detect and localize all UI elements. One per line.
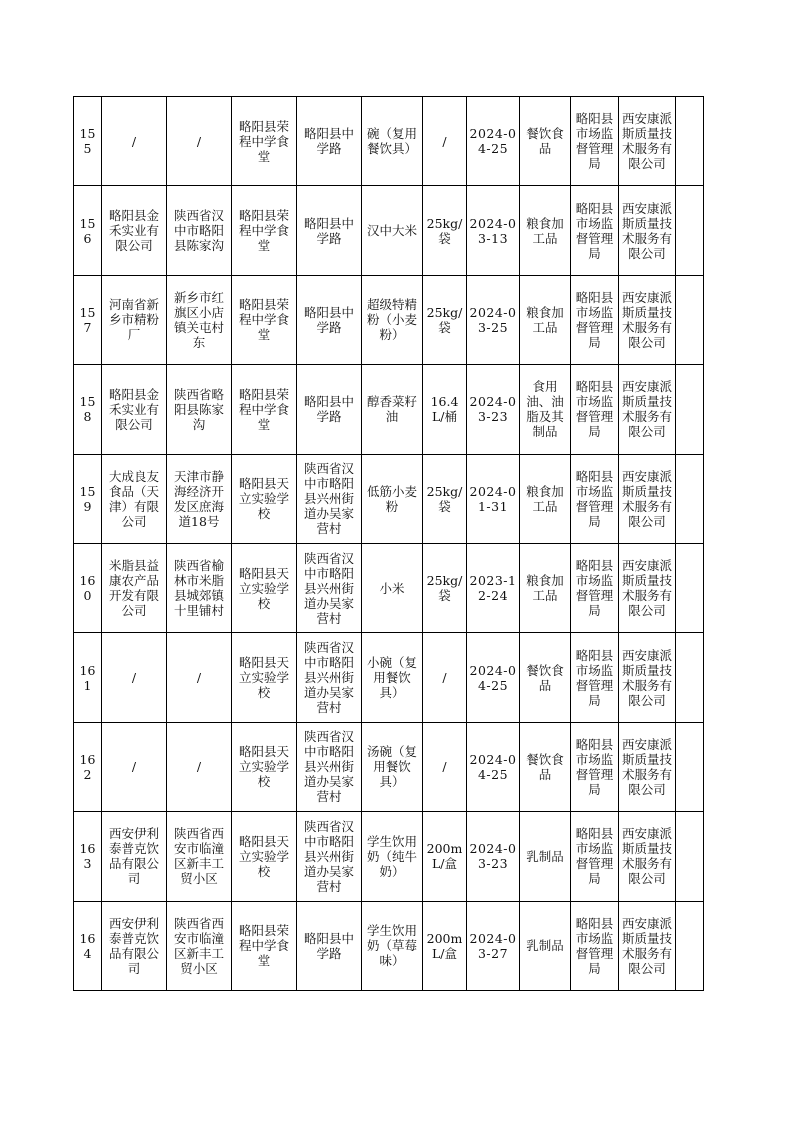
cell-production-date: 2024-04-25 — [467, 97, 520, 186]
cell-manufacturer: / — [102, 97, 167, 186]
table-row — [74, 901, 704, 990]
cell-food-category: 乳制品 — [520, 812, 571, 901]
cell-food-category: 粮食加工品 — [520, 275, 571, 364]
cell-serial-number: 164 — [74, 901, 102, 990]
cell-production-date: 2023-12-24 — [467, 543, 520, 632]
cell-sampled-location: 略阳县中学路 — [297, 901, 362, 990]
cell-sampled-unit: 略阳县荣程中学食堂 — [232, 275, 297, 364]
cell-production-date: 2024-01-31 — [467, 454, 520, 543]
cell-note — [676, 633, 704, 722]
table-row — [74, 275, 704, 364]
table-row — [74, 812, 704, 901]
table-row — [74, 186, 704, 275]
cell-serial-number: 159 — [74, 454, 102, 543]
cell-manufacturer-address: 陕西省西安市临潼区新丰工贸小区 — [167, 812, 232, 901]
cell-product-name: 小米 — [362, 543, 423, 632]
table-row — [74, 543, 704, 632]
table-row — [74, 633, 704, 722]
cell-product-name: 超级特精粉（小麦粉） — [362, 275, 423, 364]
cell-manufacturer: 略阳县金禾实业有限公司 — [102, 365, 167, 454]
cell-production-date: 2024-03-23 — [467, 365, 520, 454]
cell-testing-lab: 西安康派斯质量技术服务有限公司 — [619, 543, 676, 632]
cell-supervising-agency: 略阳县市场监督管理局 — [571, 97, 619, 186]
cell-testing-lab: 西安康派斯质量技术服务有限公司 — [619, 97, 676, 186]
cell-sampled-unit: 略阳县荣程中学食堂 — [232, 97, 297, 186]
cell-sampled-unit: 略阳县荣程中学食堂 — [232, 365, 297, 454]
cell-sampled-location: 略阳县中学路 — [297, 97, 362, 186]
cell-sampled-unit: 略阳县天立实验学校 — [232, 454, 297, 543]
cell-note — [676, 543, 704, 632]
cell-testing-lab: 西安康派斯质量技术服务有限公司 — [619, 365, 676, 454]
cell-manufacturer: / — [102, 722, 167, 811]
cell-testing-lab: 西安康派斯质量技术服务有限公司 — [619, 186, 676, 275]
cell-sampled-unit: 略阳县天立实验学校 — [232, 633, 297, 722]
cell-food-category: 乳制品 — [520, 901, 571, 990]
cell-manufacturer-address: / — [167, 97, 232, 186]
cell-specification: 25kg/袋 — [423, 454, 467, 543]
cell-serial-number: 163 — [74, 812, 102, 901]
cell-manufacturer-address: 陕西省略阳县陈家沟 — [167, 365, 232, 454]
cell-supervising-agency: 略阳县市场监督管理局 — [571, 633, 619, 722]
cell-specification: / — [423, 97, 467, 186]
cell-food-category: 粮食加工品 — [520, 186, 571, 275]
cell-manufacturer: 大成良友食品（天津）有限公司 — [102, 454, 167, 543]
cell-sampled-location: 略阳县中学路 — [297, 365, 362, 454]
cell-specification: / — [423, 722, 467, 811]
cell-production-date: 2024-03-25 — [467, 275, 520, 364]
cell-specification: / — [423, 633, 467, 722]
cell-supervising-agency: 略阳县市场监督管理局 — [571, 543, 619, 632]
cell-serial-number: 155 — [74, 97, 102, 186]
cell-manufacturer: 略阳县金禾实业有限公司 — [102, 186, 167, 275]
cell-testing-lab: 西安康派斯质量技术服务有限公司 — [619, 812, 676, 901]
cell-testing-lab: 西安康派斯质量技术服务有限公司 — [619, 901, 676, 990]
cell-product-name: 学生饮用奶（草莓味） — [362, 901, 423, 990]
cell-manufacturer: / — [102, 633, 167, 722]
cell-sampled-location: 陕西省汉中市略阳县兴州街道办吴家营村 — [297, 543, 362, 632]
cell-product-name: 学生饮用奶（纯牛奶） — [362, 812, 423, 901]
cell-supervising-agency: 略阳县市场监督管理局 — [571, 901, 619, 990]
cell-testing-lab: 西安康派斯质量技术服务有限公司 — [619, 633, 676, 722]
cell-sampled-unit: 略阳县荣程中学食堂 — [232, 901, 297, 990]
cell-food-category: 餐饮食品 — [520, 97, 571, 186]
cell-manufacturer: 西安伊利泰普克饮品有限公司 — [102, 901, 167, 990]
cell-supervising-agency: 略阳县市场监督管理局 — [571, 186, 619, 275]
table-row — [74, 454, 704, 543]
cell-testing-lab: 西安康派斯质量技术服务有限公司 — [619, 454, 676, 543]
cell-production-date: 2024-04-25 — [467, 633, 520, 722]
cell-specification: 25kg/袋 — [423, 275, 467, 364]
cell-specification: 200mL/盒 — [423, 812, 467, 901]
cell-note — [676, 97, 704, 186]
cell-production-date: 2024-03-27 — [467, 901, 520, 990]
cell-manufacturer-address: 陕西省西安市临潼区新丰工贸小区 — [167, 901, 232, 990]
cell-note — [676, 901, 704, 990]
cell-specification: 16.4L/桶 — [423, 365, 467, 454]
cell-sampled-location: 陕西省汉中市略阳县兴州街道办吴家营村 — [297, 633, 362, 722]
cell-sampled-unit: 略阳县荣程中学食堂 — [232, 186, 297, 275]
cell-note — [676, 275, 704, 364]
cell-manufacturer-address: 陕西省汉中市略阳县陈家沟 — [167, 186, 232, 275]
cell-specification: 25kg/袋 — [423, 186, 467, 275]
cell-note — [676, 186, 704, 275]
cell-production-date: 2024-04-25 — [467, 722, 520, 811]
table-body — [74, 97, 704, 991]
table-row — [74, 97, 704, 186]
cell-testing-lab: 西安康派斯质量技术服务有限公司 — [619, 275, 676, 364]
cell-supervising-agency: 略阳县市场监督管理局 — [571, 275, 619, 364]
cell-food-category: 粮食加工品 — [520, 543, 571, 632]
cell-manufacturer-address: / — [167, 722, 232, 811]
cell-serial-number: 162 — [74, 722, 102, 811]
cell-product-name: 碗（复用餐饮具） — [362, 97, 423, 186]
cell-serial-number: 157 — [74, 275, 102, 364]
cell-sampled-location: 略阳县中学路 — [297, 275, 362, 364]
cell-sampled-unit: 略阳县天立实验学校 — [232, 812, 297, 901]
cell-product-name: 汤碗（复用餐饮具） — [362, 722, 423, 811]
cell-serial-number: 156 — [74, 186, 102, 275]
cell-product-name: 汉中大米 — [362, 186, 423, 275]
sampling-results-table — [73, 96, 704, 991]
cell-sampled-location: 略阳县中学路 — [297, 186, 362, 275]
cell-product-name: 低筋小麦粉 — [362, 454, 423, 543]
cell-product-name: 醇香菜籽油 — [362, 365, 423, 454]
cell-manufacturer: 米脂县益康农产品开发有限公司 — [102, 543, 167, 632]
cell-note — [676, 812, 704, 901]
cell-note — [676, 722, 704, 811]
cell-production-date: 2024-03-13 — [467, 186, 520, 275]
cell-manufacturer: 西安伊利泰普克饮品有限公司 — [102, 812, 167, 901]
cell-food-category: 餐饮食品 — [520, 633, 571, 722]
cell-specification: 25kg/袋 — [423, 543, 467, 632]
cell-product-name: 小碗（复用餐饮具） — [362, 633, 423, 722]
cell-serial-number: 158 — [74, 365, 102, 454]
cell-supervising-agency: 略阳县市场监督管理局 — [571, 722, 619, 811]
cell-manufacturer-address: 陕西省榆林市米脂县城郊镇十里铺村 — [167, 543, 232, 632]
cell-testing-lab: 西安康派斯质量技术服务有限公司 — [619, 722, 676, 811]
cell-production-date: 2024-03-23 — [467, 812, 520, 901]
cell-manufacturer-address: 天津市静海经济开发区庶海道18号 — [167, 454, 232, 543]
cell-serial-number: 160 — [74, 543, 102, 632]
cell-sampled-location: 陕西省汉中市略阳县兴州街道办吴家营村 — [297, 722, 362, 811]
cell-supervising-agency: 略阳县市场监督管理局 — [571, 365, 619, 454]
cell-manufacturer: 河南省新乡市精粉厂 — [102, 275, 167, 364]
cell-manufacturer-address: / — [167, 633, 232, 722]
cell-sampled-location: 陕西省汉中市略阳县兴州街道办吴家营村 — [297, 812, 362, 901]
cell-sampled-unit: 略阳县天立实验学校 — [232, 722, 297, 811]
cell-food-category: 食用油、油脂及其制品 — [520, 365, 571, 454]
cell-specification: 200mL/盒 — [423, 901, 467, 990]
cell-sampled-unit: 略阳县天立实验学校 — [232, 543, 297, 632]
table-row — [74, 365, 704, 454]
cell-supervising-agency: 略阳县市场监督管理局 — [571, 454, 619, 543]
cell-food-category: 粮食加工品 — [520, 454, 571, 543]
cell-note — [676, 454, 704, 543]
cell-sampled-location: 陕西省汉中市略阳县兴州街道办吴家营村 — [297, 454, 362, 543]
table-row — [74, 722, 704, 811]
cell-manufacturer-address: 新乡市红旗区小店镇关屯村东 — [167, 275, 232, 364]
cell-serial-number: 161 — [74, 633, 102, 722]
cell-supervising-agency: 略阳县市场监督管理局 — [571, 812, 619, 901]
cell-note — [676, 365, 704, 454]
cell-food-category: 餐饮食品 — [520, 722, 571, 811]
